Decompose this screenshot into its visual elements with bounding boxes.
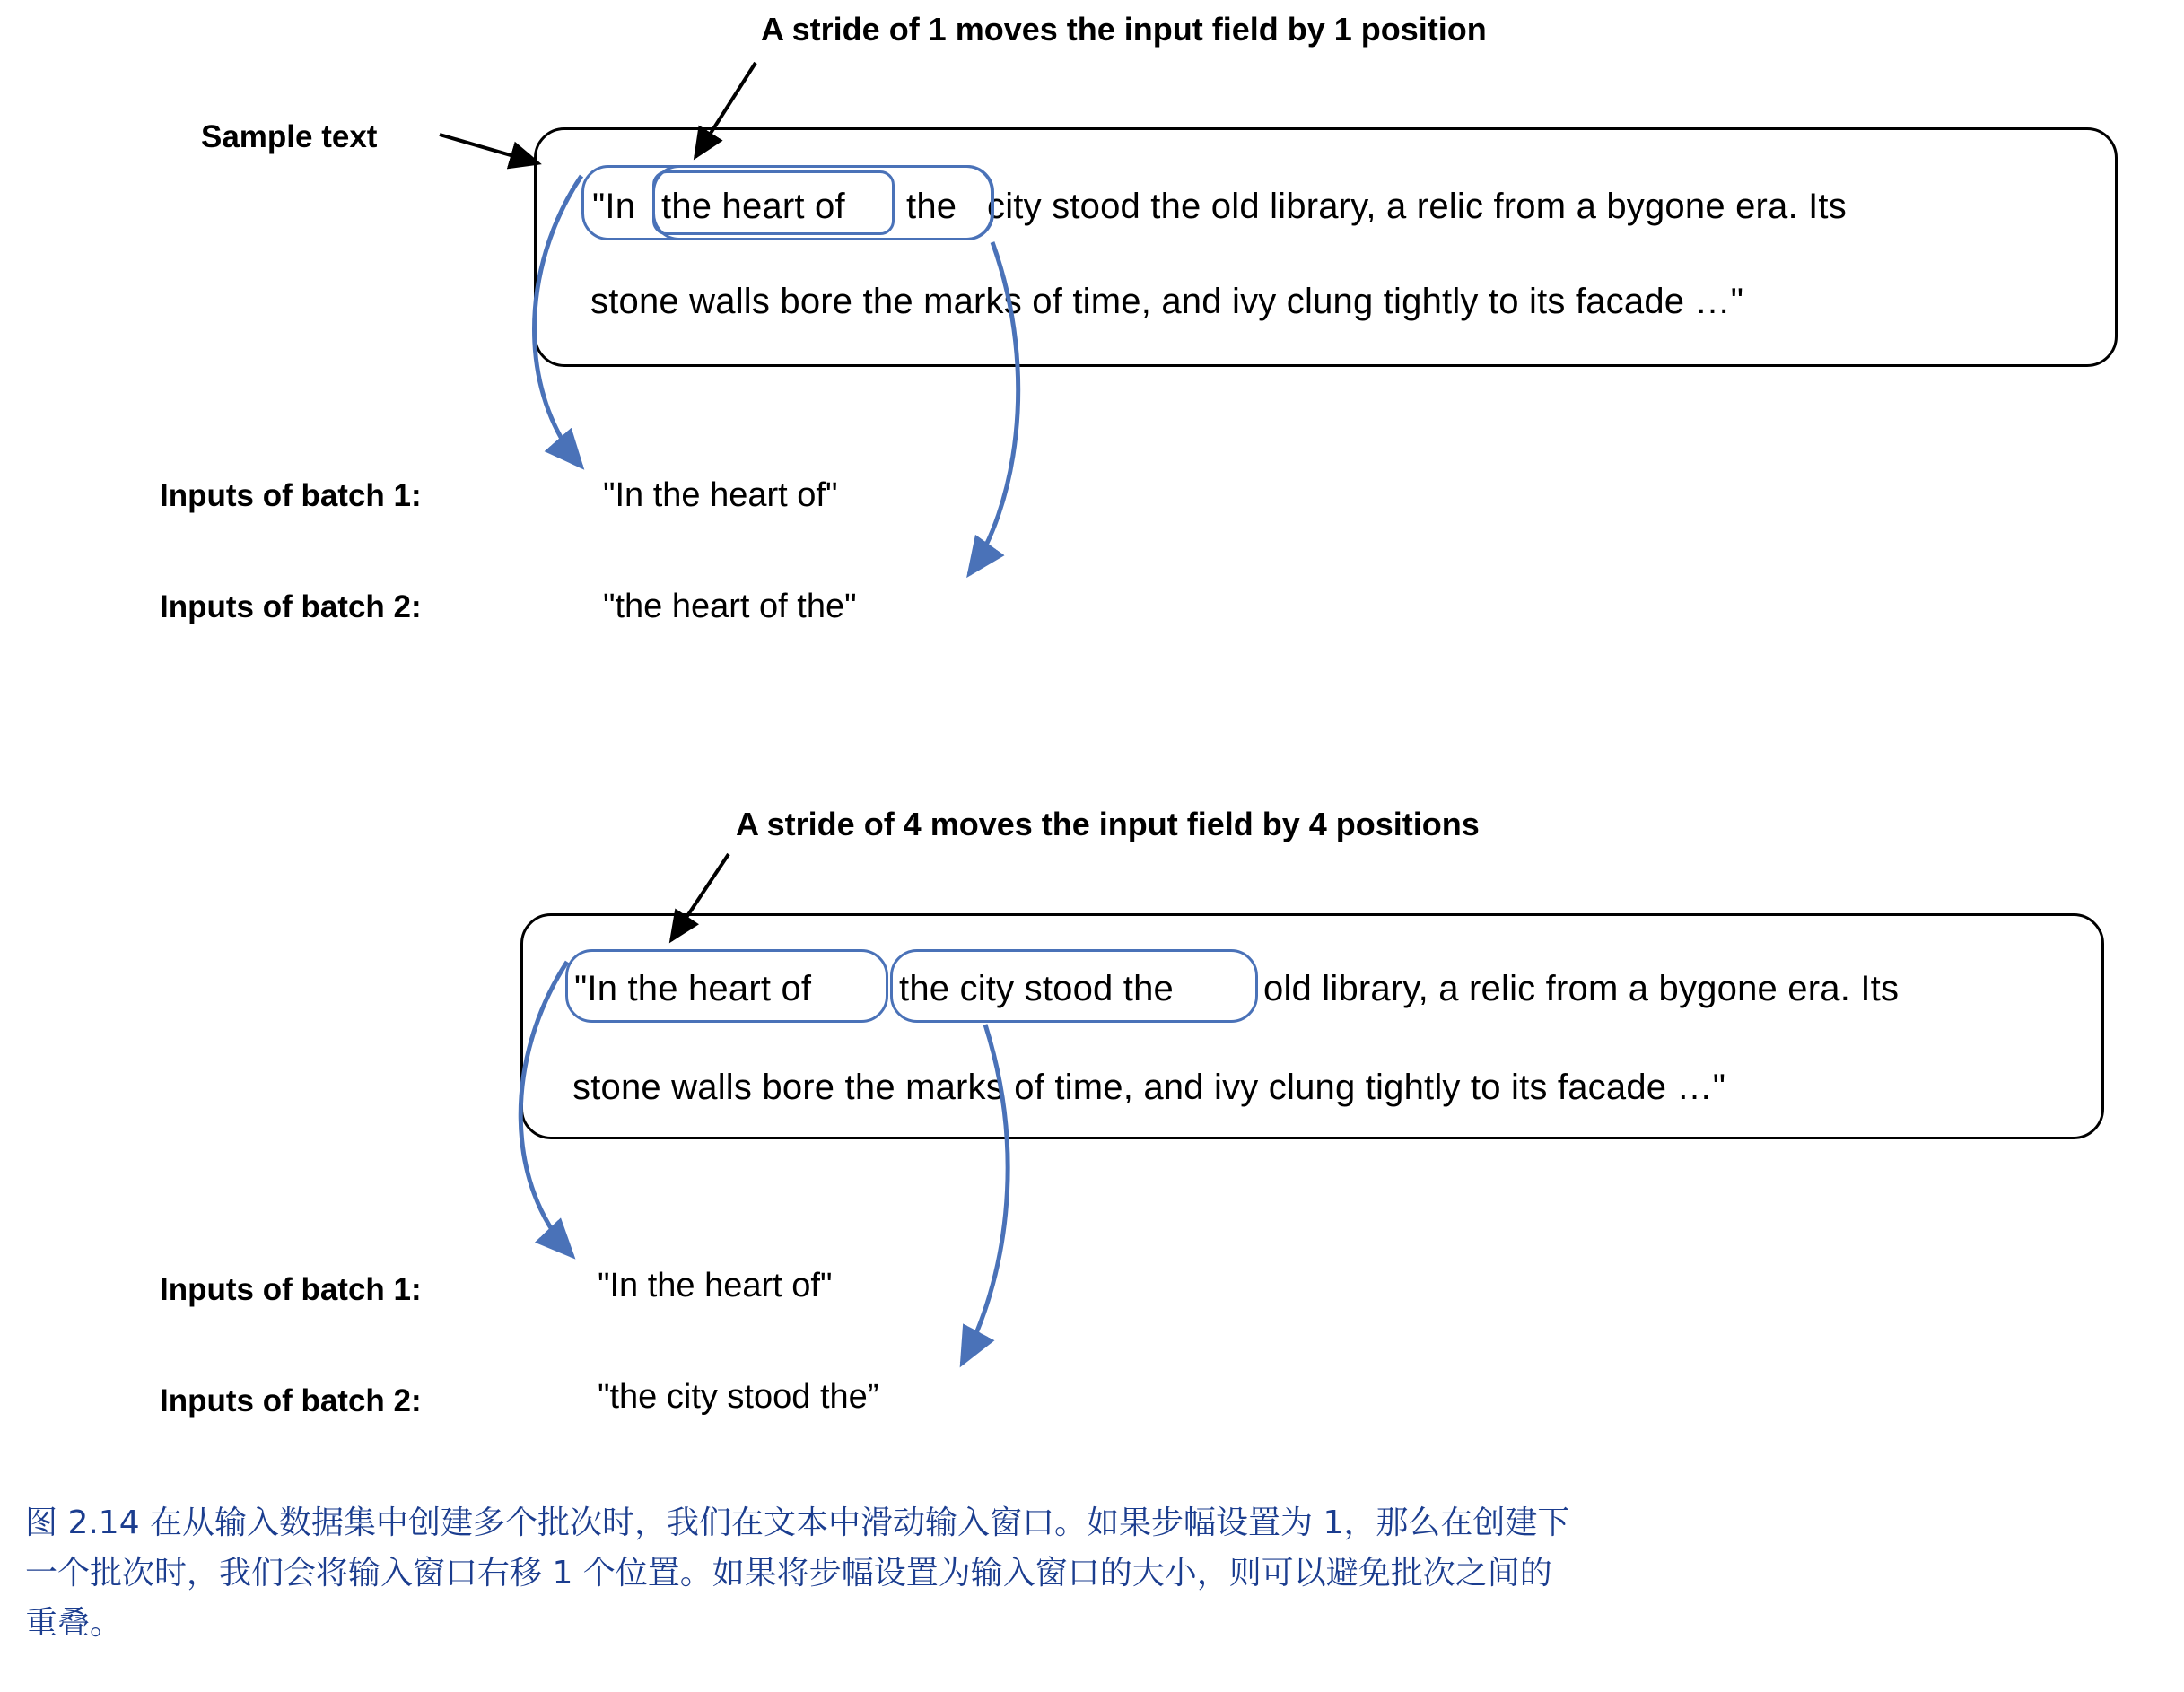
sample-text-stride-4-line1-a: "In the heart of <box>574 969 812 1008</box>
caption-line-3: 重叠。 <box>25 1605 123 1642</box>
sample-text-label: Sample text <box>201 119 378 154</box>
batch1-value-stride-4: "In the heart of" <box>598 1267 833 1304</box>
arrow-sample-text-label <box>440 135 538 163</box>
sample-text-stride-1-line1-c: the <box>906 187 957 226</box>
caption-line-1: 图 2.14 在从输入数据集中创建多个批次时，我们在文本中滑动输入窗口。如果步幅设置为 1，那么在创建下 <box>25 1504 1570 1541</box>
stride-1-title: A stride of 1 moves the input field by 1 position <box>761 11 1487 48</box>
input-window-batch2-stride-1 <box>652 165 993 240</box>
sample-text-stride-1-line1-b: the heart of <box>661 187 845 226</box>
batch2-value-stride-4: "the city stood the” <box>598 1378 879 1416</box>
sample-text-stride-1-line1-a: "In <box>592 187 636 226</box>
sample-text-stride-1-line2: stone walls bore the marks of time, and ivy clung tightly to its facade …" <box>590 282 1744 321</box>
batch2-label-stride-1: Inputs of batch 2: <box>160 589 422 624</box>
sample-text-box-stride-1 <box>534 127 2118 367</box>
batch1-label-stride-4: Inputs of batch 1: <box>160 1272 422 1307</box>
batch1-label-stride-1: Inputs of batch 1: <box>160 478 422 513</box>
stride-4-title: A stride of 4 moves the input field by 4 positions <box>736 806 1480 842</box>
sample-text-stride-1-line1-d: city stood the old library, a relic from a bygone era. Its <box>987 187 1847 226</box>
input-window-batch1-stride-4 <box>565 949 888 1023</box>
input-window-batch2-stride-4 <box>890 949 1258 1023</box>
sample-text-stride-4-line1-b: the city stood the <box>899 969 1175 1008</box>
batch2-value-stride-1: "the heart of the" <box>603 588 857 625</box>
sample-text-stride-4-line2: stone walls bore the marks of time, and ivy clung tightly to its facade …" <box>572 1068 1726 1107</box>
batch1-value-stride-1: "In the heart of" <box>603 476 838 514</box>
sample-text-stride-4-line1-c: old library, a relic from a bygone era. Its <box>1263 969 1900 1008</box>
batch2-label-stride-4: Inputs of batch 2: <box>160 1383 422 1418</box>
caption-line-2: 一个批次时，我们会将输入窗口右移 1 个位置。如果将步幅设置为输入窗口的大小，则可以避免批次之间的 <box>25 1555 1552 1592</box>
